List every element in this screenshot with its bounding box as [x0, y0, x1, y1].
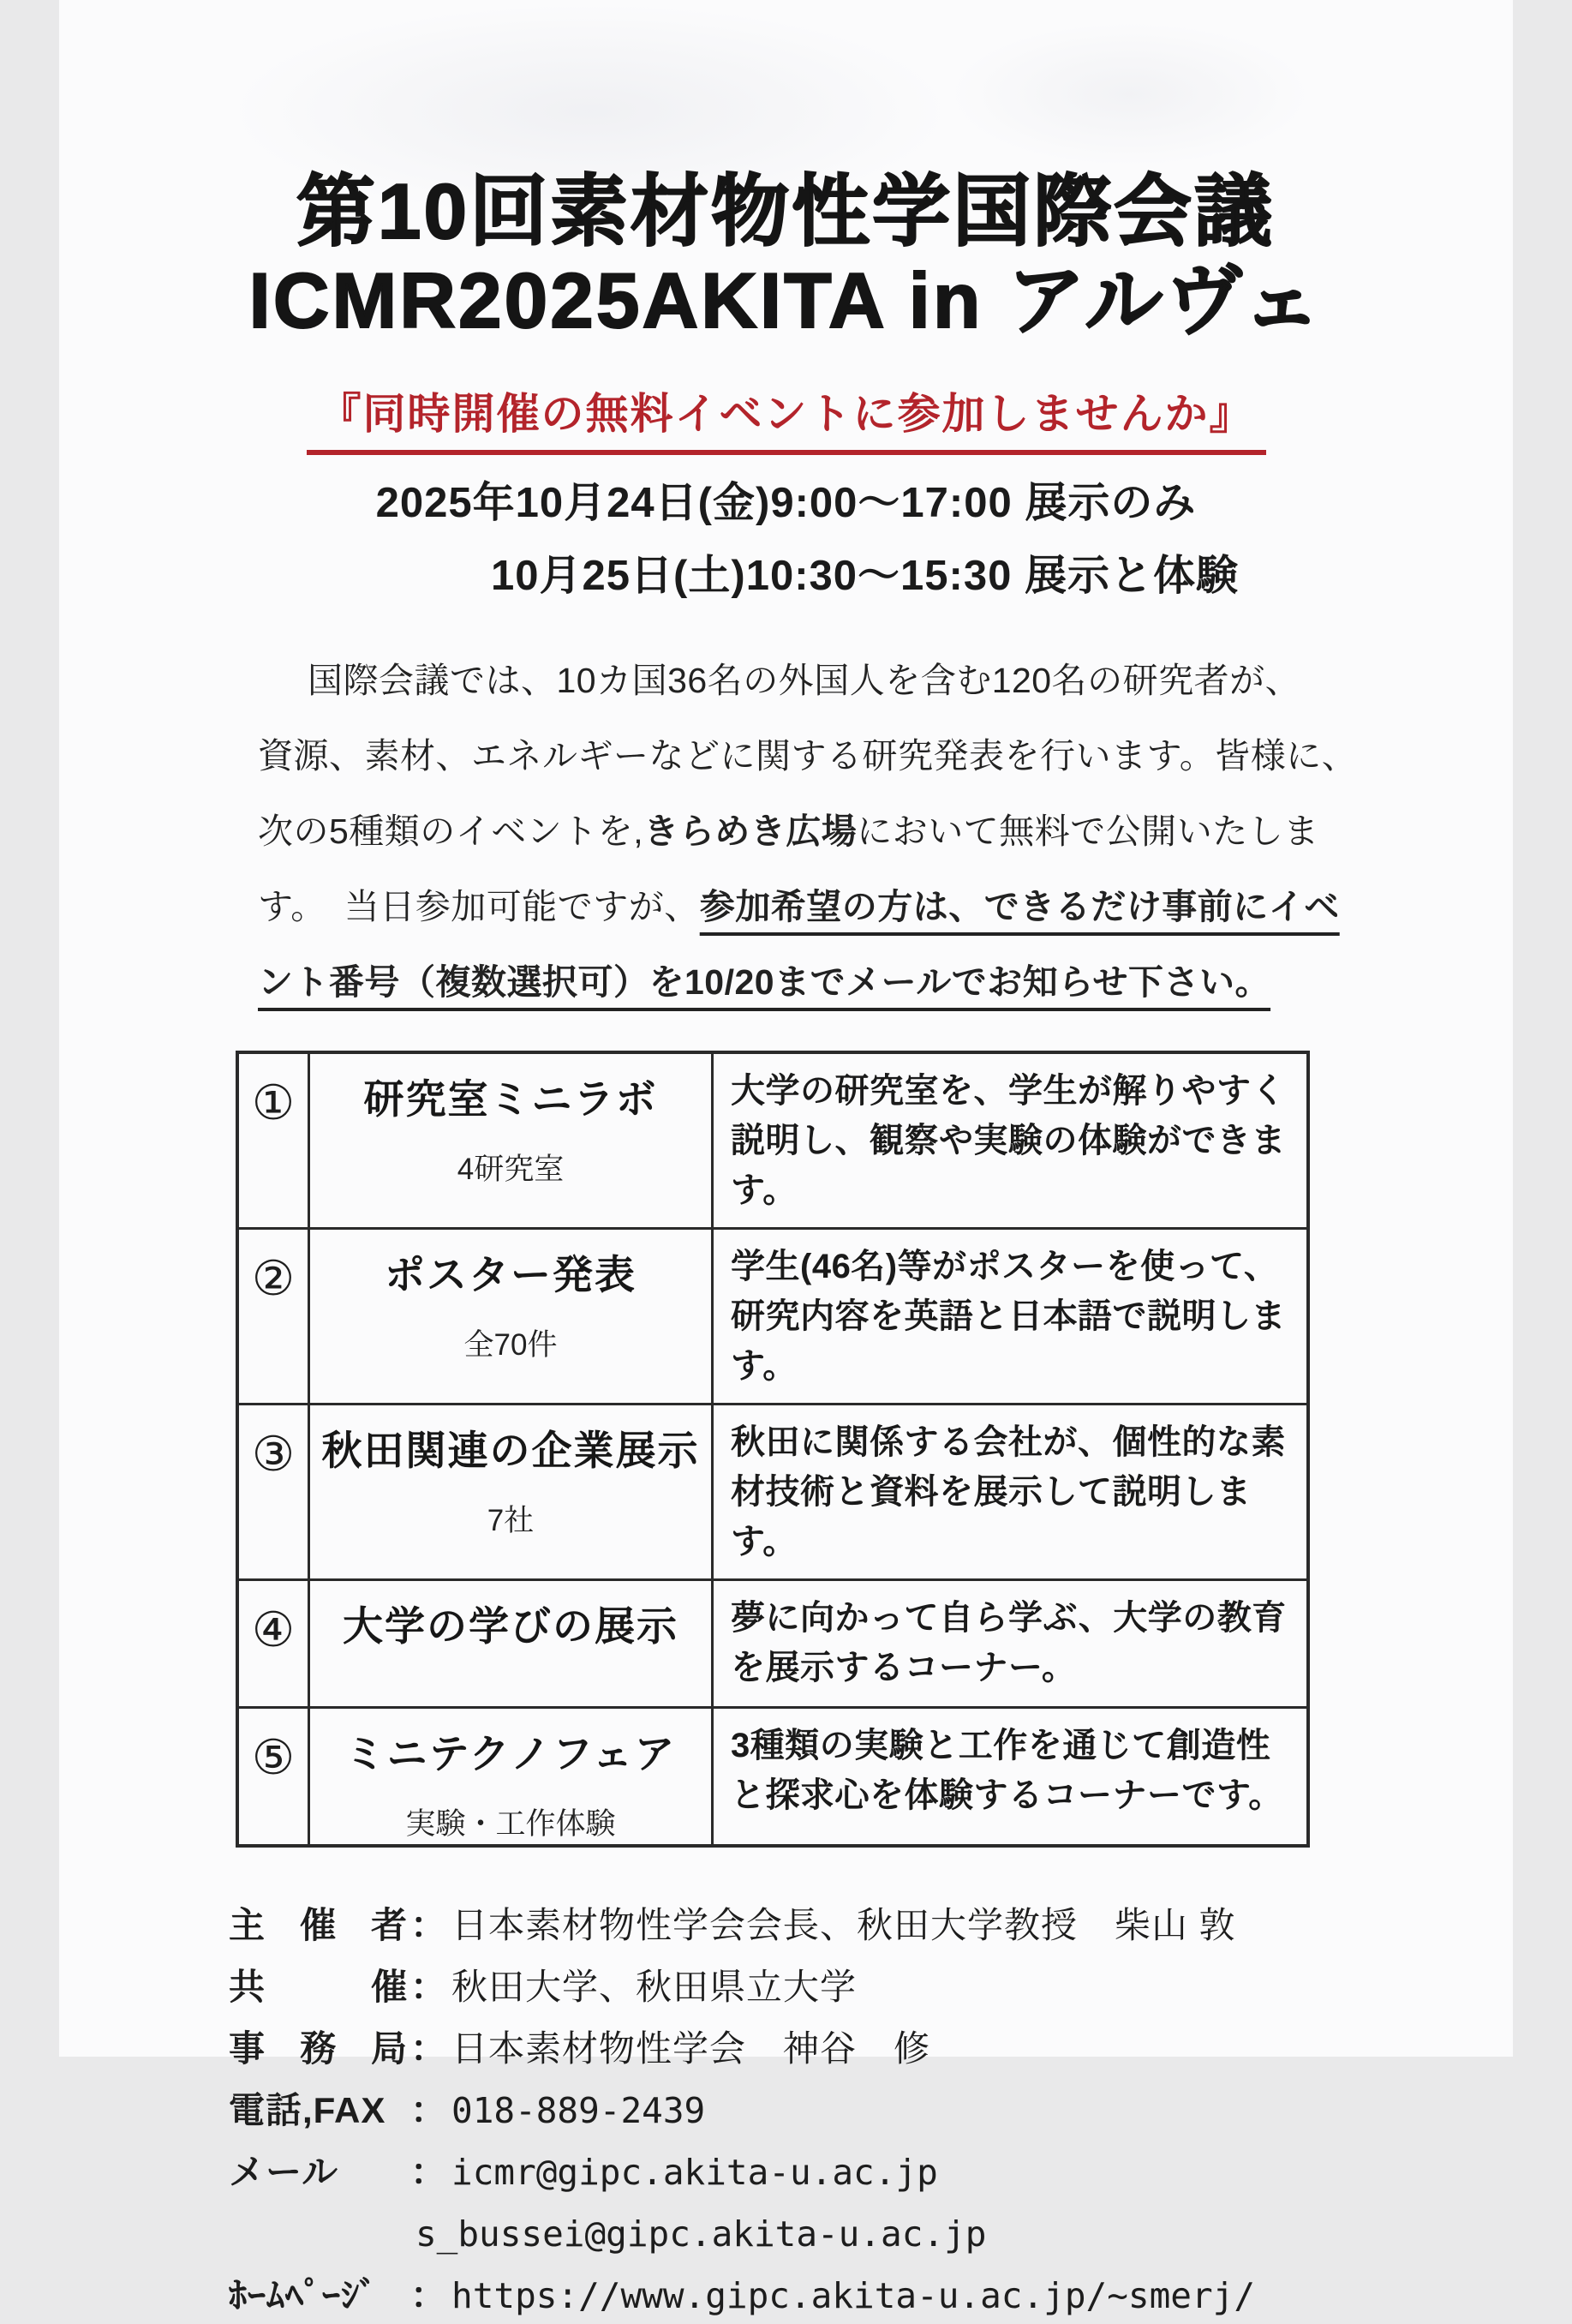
- cohost-row: [229, 1959, 1513, 2016]
- page-title-line2: ICMR2025AKITA in アルヴェ: [248, 257, 1324, 344]
- intro-line-5: [258, 944, 1324, 1020]
- organizer-colon: ：: [410, 1905, 447, 1945]
- organizer-row: [229, 1897, 1513, 1954]
- events-table: [236, 1051, 1310, 1848]
- invite-banner: 『同時開催の無料イベントに参加しませんか』: [307, 380, 1266, 455]
- homepage-label: ﾎｰﾑﾍﾟｰｼﾞ: [229, 2275, 379, 2315]
- homepage-colon: ：: [410, 2275, 447, 2315]
- contact-section: [229, 1897, 1513, 2324]
- email-colon: ：: [410, 2152, 447, 2192]
- event-name-cell: [309, 1580, 713, 1708]
- event-number: ①: [237, 1052, 309, 1229]
- event-name-cell: [309, 1405, 713, 1580]
- scanned-flyer-page: [59, 0, 1513, 2316]
- event-date-friday: 2025年10月24日(金)9:00～17:00 展示のみ: [375, 480, 1197, 527]
- event-name-cell: [309, 1229, 713, 1405]
- event-name: ミニテクノフェア: [344, 1731, 677, 1776]
- event-name: 秋田関連の企業展示: [321, 1428, 700, 1473]
- event-description: 秋田に関係する会社が、個性的な素材技術と資料を展示して説明します。: [713, 1405, 1309, 1580]
- event-row-1: [237, 1052, 1308, 1229]
- phone-fax-colon: ：: [410, 2090, 447, 2130]
- event-row-5: [237, 1708, 1308, 1847]
- phone-fax-row: [229, 2082, 1513, 2139]
- event-dates: [59, 467, 1513, 612]
- intro-line-3: [258, 794, 1324, 869]
- phone-fax-value: 018-889-2439: [451, 2090, 706, 2131]
- organizer-label: 主催者: [229, 1905, 407, 1945]
- intro-line-3-tail: において無料で公開いたしま: [857, 812, 1319, 851]
- event-row-3: [237, 1405, 1308, 1580]
- email-row: [229, 2144, 1513, 2201]
- intro-line-3-normal: 次の5種類のイベントを,: [258, 812, 644, 851]
- phone-fax-label: 電話,FAX: [229, 2090, 386, 2130]
- cohost-colon: ：: [410, 1967, 447, 2007]
- event-number: ③: [237, 1405, 309, 1580]
- secretariat-label: 事務局: [229, 2028, 407, 2069]
- event-description: 3種類の実験と工作を通じて創造性と探求心を体験するコーナーです。: [713, 1708, 1309, 1847]
- intro-request-bold-underline: 参加希望の方は、できるだけ事前にイベ: [699, 887, 1340, 926]
- event-subtitle: 4研究室: [457, 1153, 565, 1186]
- email-row-2: [229, 2206, 1513, 2262]
- secretariat-row: [229, 2021, 1513, 2077]
- event-number: ④: [237, 1580, 309, 1708]
- event-description: 大学の研究室を、学生が解りやすく説明し、観察や実験の体験ができます。: [713, 1052, 1309, 1229]
- secretariat-value: 日本素材物性学会 神谷 修: [451, 2028, 931, 2069]
- intro-deadline-bold-underline: ント番号（複数選択可）を10/20までメールでお知らせ下さい。: [258, 962, 1271, 1002]
- event-description: 夢に向かって自ら学ぶ、大学の教育を展示するコーナー。: [713, 1580, 1309, 1708]
- cohost-label: 共催: [229, 1967, 407, 2007]
- cohost-value: 秋田大学、秋田県立大学: [451, 1967, 858, 2007]
- intro-line-4-normal: す。 当日参加可能ですが、: [258, 887, 700, 926]
- page-title-line1: 第10回素材物性学国際会議: [296, 169, 1276, 255]
- event-row-4: [237, 1580, 1308, 1708]
- invite-banner-wrap: [59, 380, 1513, 455]
- homepage-url: https://www.gipc.akita-u.ac.jp/~smerj/: [451, 2275, 1256, 2316]
- intro-line-4: [258, 869, 1340, 944]
- event-name: 大学の学びの展示: [343, 1603, 678, 1649]
- event-subtitle: 実験・工作体験: [405, 1807, 616, 1841]
- event-row-2: [237, 1229, 1308, 1405]
- email-address-2: s_bussei@gipc.akita-u.ac.jp: [415, 2213, 987, 2255]
- organizer-value: 日本素材物性学会会長、秋田大学教授 柴山 敦: [451, 1905, 1236, 1945]
- intro-line-2: 資源、素材、エネルギーなどに関する研究発表を行います。皆様に、: [258, 736, 1358, 776]
- email-label: メール: [229, 2152, 339, 2192]
- event-name-cell: [309, 1052, 713, 1229]
- intro-paragraph: [258, 643, 1358, 1020]
- email-address-1: icmr@gipc.akita-u.ac.jp: [451, 2152, 938, 2193]
- event-subtitle: 7社: [487, 1504, 535, 1537]
- intro-kirameki-plaza-bold: きらめき広場: [643, 812, 858, 851]
- secretariat-colon: ：: [410, 2028, 447, 2069]
- event-name: 研究室ミニラボ: [363, 1076, 658, 1122]
- event-number: ②: [237, 1229, 309, 1405]
- event-description: 学生(46名)等がポスターを使って、研究内容を英語と日本語で説明します。: [713, 1229, 1309, 1405]
- event-name-cell: [309, 1708, 713, 1847]
- intro-line-1: 国際会議では、10カ国36名の外国人を含む120名の研究者が、: [308, 661, 1301, 700]
- title-block: [59, 0, 1513, 345]
- homepage-row: [229, 2267, 1513, 2324]
- event-name: ポスター発表: [385, 1252, 637, 1297]
- event-number: ⑤: [237, 1708, 309, 1847]
- event-subtitle: 全70件: [463, 1328, 558, 1362]
- event-date-saturday: 10月25日(土)10:30～15:30 展示と体験: [491, 552, 1239, 599]
